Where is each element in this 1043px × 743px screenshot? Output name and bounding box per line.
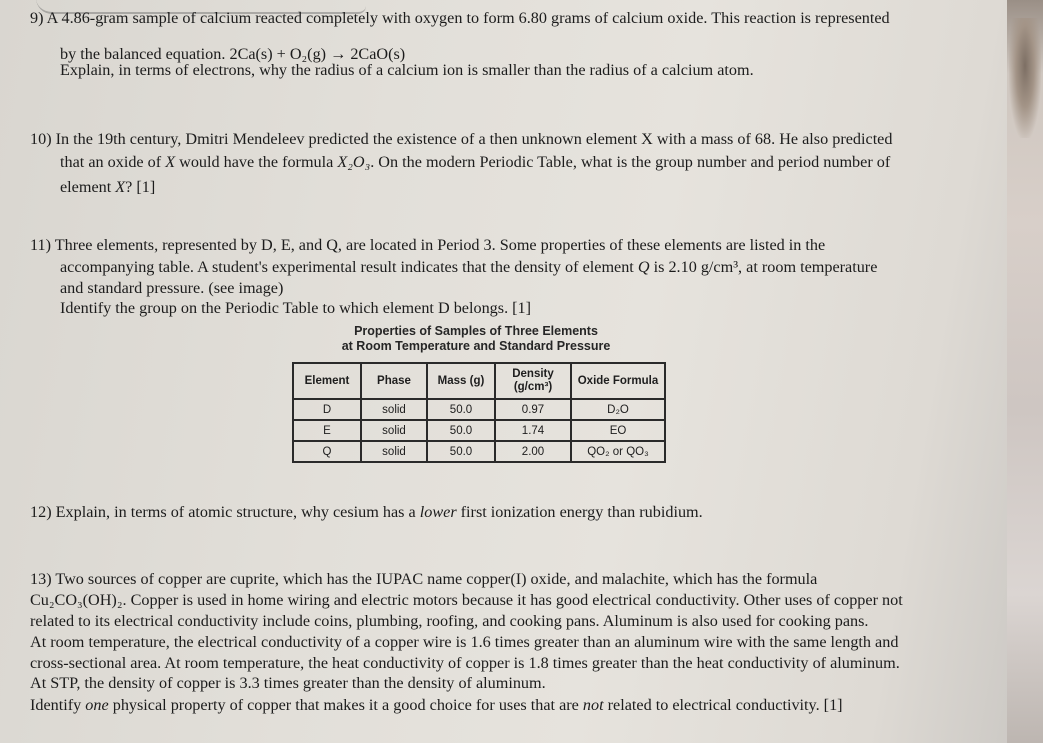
table-row [293, 441, 665, 462]
q10-line-1 [30, 130, 892, 148]
q13-line-2: Cu₂CO₃(OH)₂. Copper is used in home wiring and electric motors because it has good electrical conductivity. Other uses of copper not [30, 591, 903, 609]
header-element: Element [293, 363, 361, 399]
q13-line-6: At STP, the density of copper is 3.3 times greater than the density of aluminum. [30, 674, 546, 692]
table-header-row [293, 363, 665, 399]
q13-text-7c: related to electrical conductivity. [1] [607, 696, 843, 714]
q11-line-2 [60, 258, 877, 276]
q10-formula: X₂O₃ [337, 153, 371, 171]
cell-oxide: D₂O [571, 399, 665, 420]
header-density: Density (g/cm³) [495, 363, 571, 399]
q13-text-7a: Identify [30, 696, 82, 714]
q9-equation: 2Ca(s) + O₂(g) → 2CaO(s) [229, 45, 406, 63]
q10-text-3b: ? [1] [125, 178, 156, 196]
background-edge [1007, 0, 1043, 743]
properties-table [292, 362, 666, 463]
q12-text-a: Explain, in terms of atomic structure, why cesium has a [55, 503, 416, 521]
q10-line-3 [60, 178, 155, 196]
q13-text-7b: physical property of copper that makes it a good choice for uses that are [112, 696, 579, 714]
q10-text-1: In the 19th century, Dmitri Mendeleev predicted the existence of a then unknown element X with a mass of 68. He also predicted [55, 130, 893, 148]
header-mass: Mass (g) [427, 363, 495, 399]
q12-line-1 [30, 503, 703, 521]
q13-line-3: related to its electrical conductivity include coins, plumbing, roofing, and cooking pans. Aluminum is also used for cooking pans. [30, 612, 869, 630]
q11-line-3: and standard pressure. (see image) [60, 279, 284, 297]
q10-text-2b: would have the formula [179, 153, 334, 171]
q13-text-1: Two sources of copper are cuprite, which has the IUPAC name copper(I) oxide, and malachite, which has the formula [55, 570, 818, 588]
q10-element-x-2: X [115, 178, 126, 196]
q13-line-4: At room temperature, the electrical conductivity of a copper wire is 1.6 times greater than an aluminum wire with the same length and [30, 633, 899, 651]
table-caption-2: at Room Temperature and Standard Pressure [341, 339, 611, 353]
cell-phase: solid [361, 420, 427, 441]
cell-density: 2.00 [495, 441, 571, 462]
cell-density: 0.97 [495, 399, 571, 420]
header-oxide-formula: Oxide Formula [571, 363, 665, 399]
q9-line-3: Explain, in terms of electrons, why the radius of a calcium ion is smaller than the radius of a calcium atom. [60, 61, 754, 79]
q13-line-1 [30, 570, 817, 588]
cell-phase: solid [361, 441, 427, 462]
q13-line-7 [30, 696, 843, 714]
cell-element: Q [293, 441, 361, 462]
q10-text-3a: element [60, 178, 112, 196]
q9-text-2: by the balanced equation. [60, 45, 226, 63]
q10-line-2 [60, 153, 890, 171]
q13-emphasis-not: not [582, 696, 604, 714]
photo-edge-shadow [1009, 18, 1041, 138]
q12-number: 12) [30, 503, 52, 521]
cell-mass: 50.0 [427, 399, 495, 420]
q9-text-1: A 4.86-gram sample of calcium reacted completely with oxygen to form 6.80 grams of calcium oxide. This reaction is represented [46, 9, 890, 27]
q13-number: 13) [30, 570, 52, 588]
table-row [293, 420, 665, 441]
cell-oxide: EO [571, 420, 665, 441]
q12-emphasis: lower [419, 503, 457, 521]
cell-element: D [293, 399, 361, 420]
q11-text-1: Three elements, represented by D, E, and Q, are located in Period 3. Some properties of these elements are listed in the [54, 236, 826, 254]
cell-oxide: QO₂ or QO₃ [571, 441, 665, 462]
cell-mass: 50.0 [427, 441, 495, 462]
q12-text-b: first ionization energy than rubidium. [460, 503, 703, 521]
q11-line-1 [30, 236, 825, 254]
q9-number: 9) [30, 9, 44, 27]
q13-emphasis-one: one [85, 696, 109, 714]
table-caption-1: Properties of Samples of Three Elements [354, 324, 598, 338]
q11-line-4: Identify the group on the Periodic Table to which element D belongs. [1] [60, 299, 532, 317]
q13-line-5: cross-sectional area. At room temperature, the heat conductivity of copper is 1.8 times greater than the heat conductivity of aluminum. [30, 654, 900, 672]
cell-element: E [293, 420, 361, 441]
q10-text-2c: . On the modern Periodic Table, what is the group number and period number of [370, 153, 891, 171]
q11-text-2a: accompanying table. A student's experimental result indicates that the density of element [60, 258, 634, 276]
q9-line-1 [30, 9, 890, 27]
q11-text-2b: is 2.10 g/cm³, at room temperature [653, 258, 878, 276]
cell-phase: solid [361, 399, 427, 420]
q11-element-q: Q [637, 258, 650, 276]
q10-element-x: X [165, 153, 176, 171]
header-phase: Phase [361, 363, 427, 399]
q11-number: 11) [30, 236, 51, 254]
table-row [293, 399, 665, 420]
cell-density: 1.74 [495, 420, 571, 441]
q10-text-2a: that an oxide of [60, 153, 162, 171]
q10-number: 10) [30, 130, 52, 148]
cell-mass: 50.0 [427, 420, 495, 441]
